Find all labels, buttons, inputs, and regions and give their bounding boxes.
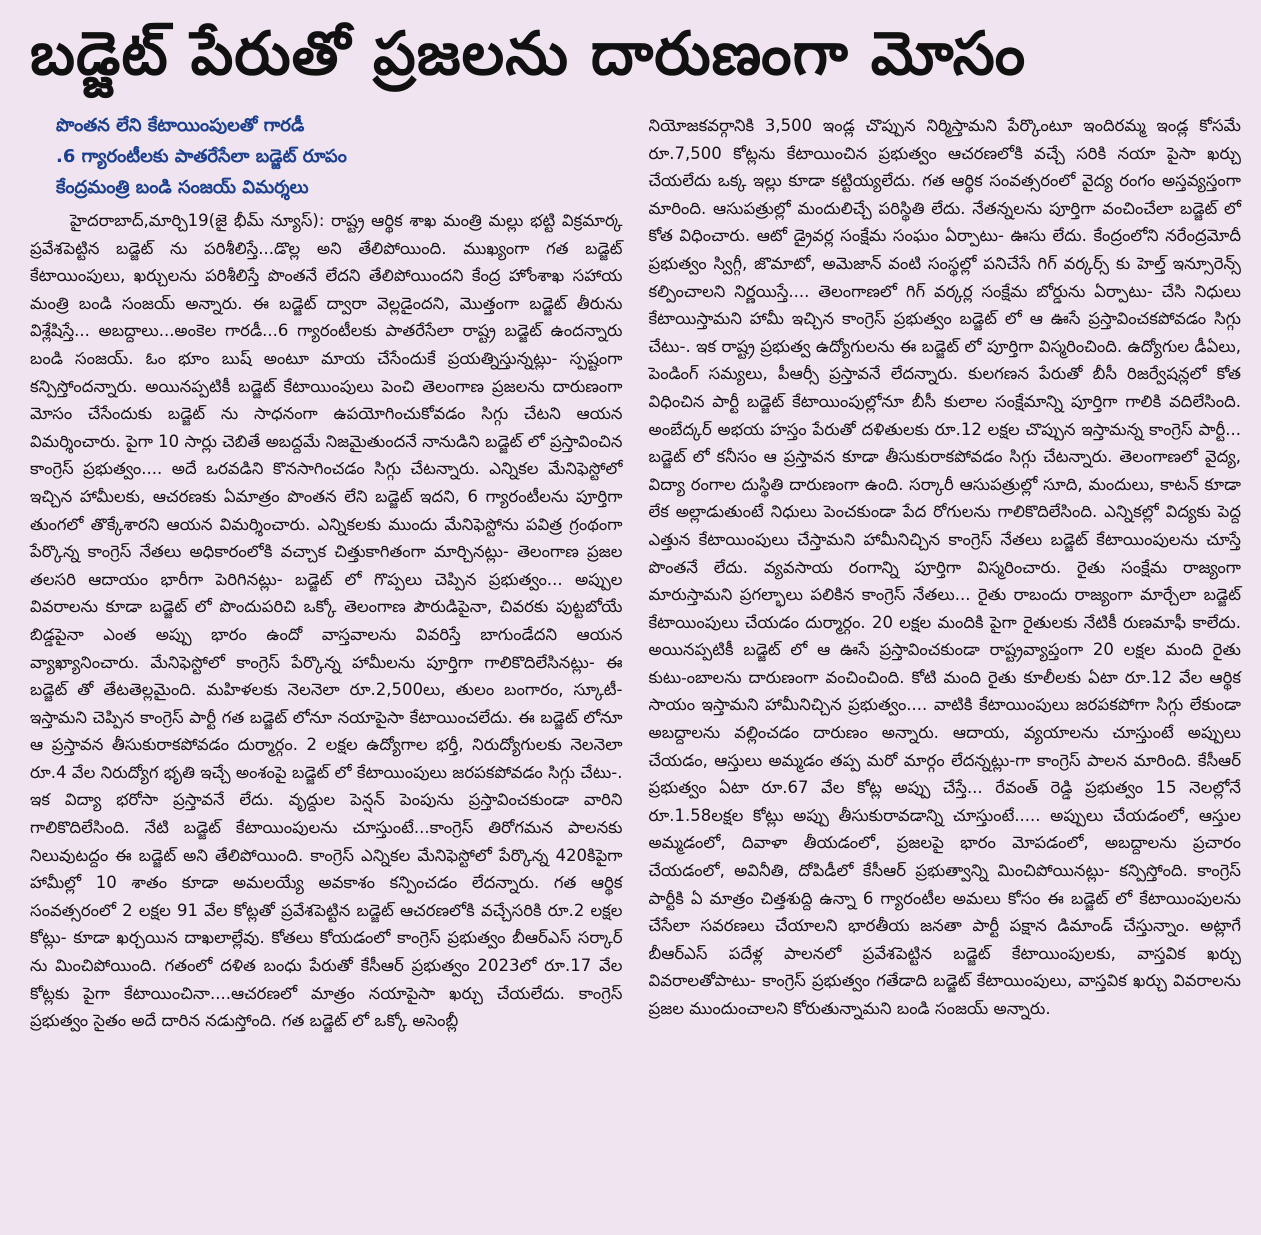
headline: బడ్జెట్ పేరుతో ప్రజలను దారుణంగా మోసం — [30, 19, 1027, 89]
article-columns — [30, 104, 1241, 1214]
subhead-3: కేంద్రమంత్రి బండి సంజయ్ విమర్శలు — [56, 177, 309, 198]
subhead-2: .6 గ్యారంటీలకు పాతరేసేలా బడ్జెట్ రూపం — [56, 146, 347, 167]
article-body-left: హైదరాబాద్,మార్చి19(జై భీమ్ న్యూస్): రాష్ట్ర ఆర్థిక శాఖ మంత్రి మల్లు భట్టి విక్రమార్క ప్రవేశపెట్టిన బడ్జెట్ ను పరిశీలిస్తే...డొల్ల అని తేలిపోయింది. ముఖ్యంగా గత బడ్జెట్ కేటాయింపులు, ఖర్చులను పరిశీలిస్తే పొంతనే లేదని తేలిపోయిందని కేంద్ర హోంశాఖ సహాయ మంత్రి బండి సంజయ్ అన్నారు. ఈ బడ్జెట్ ద్వారా వెల్లడైందని, మొత్తంగా బడ్జెట్ తీరును విశ్లేషిస్తే... అబద్దాలు...అంకెల గారడీ...6 గ్యారంటీలకు పాతరేసేలా రాష్ట్ర బడ్జెట్ ఉందన్నారు బండి సంజయ్. ఓం భూం బుష్ అంటూ మాయ చేసేందుకే ప్రయత్నిస్తున్నట్లు- స్పష్టంగా కన్పిస్తోందన్నారు. అయినప్పటికీ బడ్జెట్ కేటాయింపులు పెంచి తెలంగాణ ప్రజలను దారుణంగా మోసం చేసేందుకు బడ్జెట్ ను సాధనంగా ఉపయోగించుకోవడం సిగ్గు చేటని ఆయన విమర్శించారు. పైగా 10 సార్లు చెబితే అబద్దమే నిజమైతుందనే నానుడిని బడ్జెట్ లో ప్రస్తావించిన కాంగ్రెస్ ప్రభుత్వం.... అదే ఒరవడిని కొనసాగించడం సిగ్గు చేటన్నారు. ఎన్నికల మేనిఫెస్టోలో ఇచ్చిన హామీలకు, ఆచరణకు ఏమాత్రం పొంతన లేని బడ్జెట్ ఇదని, 6 గ్యారంటీలను పూర్తిగా తుంగలో తొక్కేశారని ఆయన విమర్శించారు. ఎన్నికలకు ముందు మేనిఫెస్టోను పవిత్ర గ్రంథంగా పేర్కొన్న కాంగ్రెస్ నేతలు అధికారంలోకి వచ్చాక చిత్తుకాగితంగా మార్చినట్లు- తెలంగాణ ప్రజల తలసరి ఆదాయం భారీగా పెరిగినట్లు- బడ్జెట్ లో గొప్పలు చెప్పిన ప్రభుత్వం... అప్పుల వివరాలను కూడా బడ్జెట్ లో పొందుపరిచి ఒక్కో తెలంగాణ పౌరుడిపైనా, చివరకు పుట్టబోయే బిడ్డపైనా ఎంత అప్పు భారం ఉందో వాస్తవాలను వివరిస్తే బాగుండేదని ఆయన వ్యాఖ్యానించారు. మేనిఫెస్టోలో కాంగ్రెస్ పేర్కొన్న హామీలను పూర్తిగా గాలికొదిలేసినట్లు- ఈ బడ్జెట్ తో తేటతెల్లమైంది. మహిళలకు నెలనెలా రూ.2,500లు, తులం బంగారం, స్కూటీ- ఇస్తామని చెప్పిన కాంగ్రెస్ పార్టీ గత బడ్జెట్ లోనూ నయాపైసా కేటాయించలేదు. ఈ బడ్జెట్ లోనూ ఆ ప్రస్తావన తీసుకురాకపోవడం దుర్మార్గం. 2 లక్షల ఉద్యోగాల భర్తీ, నిరుద్యోగులకు నెలనెలా రూ.4 వేల నిరుద్యోగ భృతి ఇచ్చే అంశంపై బడ్జెట్ లో కేటాయింపులు జరపకపోవడం సిగ్గు చేటు-. ఇక విద్యా భరోసా ప్రస్తావనే లేదు. వృద్దుల పెన్షన్ పెంపును ప్రస్తావించకుండా వారిని గాలికొదిలేసింది. నేటి బడ్జెట్ కేటాయింపులను చూస్తుంటే...కాంగ్రెస్ తిరోగమన పాలనకు నిలువుటద్దం ఈ బడ్జెట్ అని తేలిపోయింది. కాంగ్రెస్ ఎన్నికల మేనిఫెస్టోలో పేర్కొన్న 420కిపైగా హామీల్లో 10 శాతం కూడా అమలయ్యే అవకాశం కన్పించడం లేదన్నారు. గత ఆర్థిక సంవత్సరంలో 2 లక్షల 91 వేల కోట్లతో ప్రవేశపెట్టిన బడ్జెట్ ఆచరణలోకి వచ్చేసరికి రూ.2 లక్షల కోట్లు- కూడా ఖర్చయిన దాఖలాల్లేవు. కోతలు కోయడంలో కాంగ్రెస్ ప్రభుత్వం బీఆర్ఎస్ సర్కార్ ను మించిపోయింది. గతంలో దళిత బంధు పేరుతో కేసీఆర్ ప్రభుత్వం 2023లో రూ.17 వేల కోట్లకు పైగా కేటాయించినా....ఆచరణలో మాత్రం నయాపైసా ఖర్చు చేయలేదు. కాంగ్రెస్ ప్రభుత్వం సైతం అదే దారిన నడుస్తోంది. గత బడ్జెట్ లో ఒక్కో అసెంబ్లీ — [30, 211, 623, 1031]
article-body-right: నియోజకవర్గానికి 3,500 ఇండ్ల చొప్పున నిర్మిస్తామని పేర్కొంటూ ఇందిరమ్మ ఇండ్ల కోసమే రూ.7,500 కోట్లను కేటాయించిన ప్రభుత్వం ఆచరణలోకి వచ్చే సరికి నయా పైసా ఖర్చు చేయలేదు ఒక్క ఇల్లు కూడా కట్టియ్యలేదు. గత ఆర్థిక సంవత్సరంలో వైద్య రంగం అస్తవ్యస్తంగా మారింది. ఆసుపత్రుల్లో మందులిచ్చే పరిస్థితి లేదు. నేతన్నలను పూర్తిగా వంచించేలా బడ్జెట్ లో కోత విధించారు. ఆటో డ్రైవర్ల సంక్షేమ సంఘం ఏర్పాటు- ఊసు లేదు. కేంద్రంలోని నరేంద్రమోదీ ప్రభుత్వం స్విగ్గీ, జొమాటో, అమెజాన్ వంటి సంస్థల్లో పనిచేసే గిగ్ వర్కర్స్ కు హెల్త్ ఇన్సూరెన్స్ కల్పించాలని నిర్ణయిస్తే.... తెలంగాణలో గిగ్ వర్కర్ల సంక్షేమ బోర్డును ఏర్పాటు- చేసి నిధులు కేటాయిస్తామని హామీ ఇచ్చిన కాంగ్రెస్ ప్రభుత్వం బడ్జెట్ లో ఆ ఊసే ప్రస్తావించకపోవడం సిగ్గు చేటు-. ఇక రాష్ట్ర ప్రభుత్వ ఉద్యోగులను ఈ బడ్జెట్ లో పూర్తిగా విస్మరించింది. ఉద్యోగుల డీఏలు, పెండింగ్ సమ్యలు, పీఆర్సీ ప్రస్తావనే లేదన్నారు. కులగణన పేరుతో బీసీ రిజర్వేషన్లలో కోత విధించిన పార్టీ బడ్జెట్ కేటాయింపుల్లోనూ బీసీ కులాల సంక్షేమాన్ని పూర్తిగా గాలికి వదిలేసింది. అంబేద్కర్ అభయ హస్తం పేరుతో దళితులకు రూ.12 లక్షల చొప్పున ఇస్తామన్న కాంగ్రెస్ పార్టీ... బడ్జెట్ లో కనీసం ఆ ప్రస్తావన కూడా తీసుకురాకపోవడం సిగ్గు చేటన్నారు. తెలంగాణలో వైద్య, విద్యా రంగాల దుస్థితి దారుణంగా ఉంది. సర్కారీ ఆసుపత్రుల్లో సూది, మందులు, కాటన్ కూడా లేక అల్లాడుతుంటే నిధులు పెంచకుండా పేద రోగులను గాలికొదిలేసింది. ఎన్నికల్లో విద్యకు పెద్ద ఎత్తున కేటాయింపులు చేస్తామని హామీనిచ్చిన కాంగ్రెస్ నేతలు బడ్జెట్ కేటాయింపులను చూస్తే పొంతనే లేదు. వ్యవసాయ రంగాన్ని పూర్తిగా విస్మరించారు. రైతు సంక్షేమ రాజ్యంగా మారుస్తామని ప్రగల్భాలు పలికిన కాంగ్రెస్ నేతలు... రైతు రాబందు రాజ్యంగా మార్చేలా బడ్జెట్ కేటాయింపులు చేయడం దుర్మార్గం. 20 లక్షల మందికి పైగా రైతులకు నేటికీ రుణమాఫీ కాలేదు. అయినప్పటికీ బడ్జెట్ లో ఆ ఊసే ప్రస్తావించకుండా రాష్ట్రవ్యాప్తంగా 20 లక్షల మంది రైతు కుటు-ంబాలను దారుణంగా వంచించింది. కోటి మంది రైతు కూలీలకు ఏటా రూ.12 వేల ఆర్థిక సాయం ఇస్తామని హామీనిచ్చిన ప్రభుత్వం.... వాటికి కేటాయింపులు జరపకపోగా సిగ్గు లేకుండా అబద్దాలను వల్లించడం దారుణం అన్నారు. ఆదాయ, వ్యయాలను చూస్తుంటే అప్పులు చేయడం, ఆస్తులు అమ్మడం తప్ప మరో మార్గం లేదన్నట్లు-గా కాంగ్రెస్ పాలన మారింది. కేసీఆర్ ప్రభుత్వం ఏటా రూ.67 వేల కోట్ల అప్పు చేస్తే... రేవంత్ రెడ్డి ప్రభుత్వం 15 నెలల్లోనే రూ.1.58లక్షల కోట్లు అప్పు తీసుకురావడాన్ని చూస్తుంటే..... అప్పులు చేయడంలో, ఆస్తుల అమ్మడంలో, దివాళా తీయడంలో, ప్రజలపై భారం మోపడంలో, అబద్దాలను ప్రచారం చేయడంలో, అవినీతి, దోపిడీలో కేసీఆర్ ప్రభుత్వాన్ని మించిపోయినట్లు- కన్పిస్తోంది. కాంగ్రెస్ పార్టీకి ఏ మాత్రం చిత్తశుద్ది ఉన్నా 6 గ్యారంటీల అమలు కోసం ఈ బడ్జెట్ లో కేటాయింపులను చేసేలా సవరణలు చేయాలని భారతీయ జనతా పార్టీ పక్షాన డిమాండ్ చేస్తున్నాం. అట్లాగే బీఆర్ఎస్ పదేళ్ల పాలనలో ప్రవేశపెట్టిన బడ్జెట్ కేటాయింపులకు, వాస్తవిక ఖర్చు వివరాలతోపాటు- కాంగ్రెస్ ప్రభుత్వం గతేడాది బడ్జెట్ కేటాయింపులు, వాస్తవిక ఖర్చు వివరాలను ప్రజల ముందుంచాలని కోరుతున్నామని బండి సంజయ్ అన్నారు. — [648, 116, 1241, 1018]
subhead-1: పొంతన లేని కేటాయింపులతో గారడీ — [56, 115, 305, 136]
left-column — [30, 104, 623, 1214]
right-column — [649, 104, 1242, 1214]
subheadings — [56, 110, 623, 203]
